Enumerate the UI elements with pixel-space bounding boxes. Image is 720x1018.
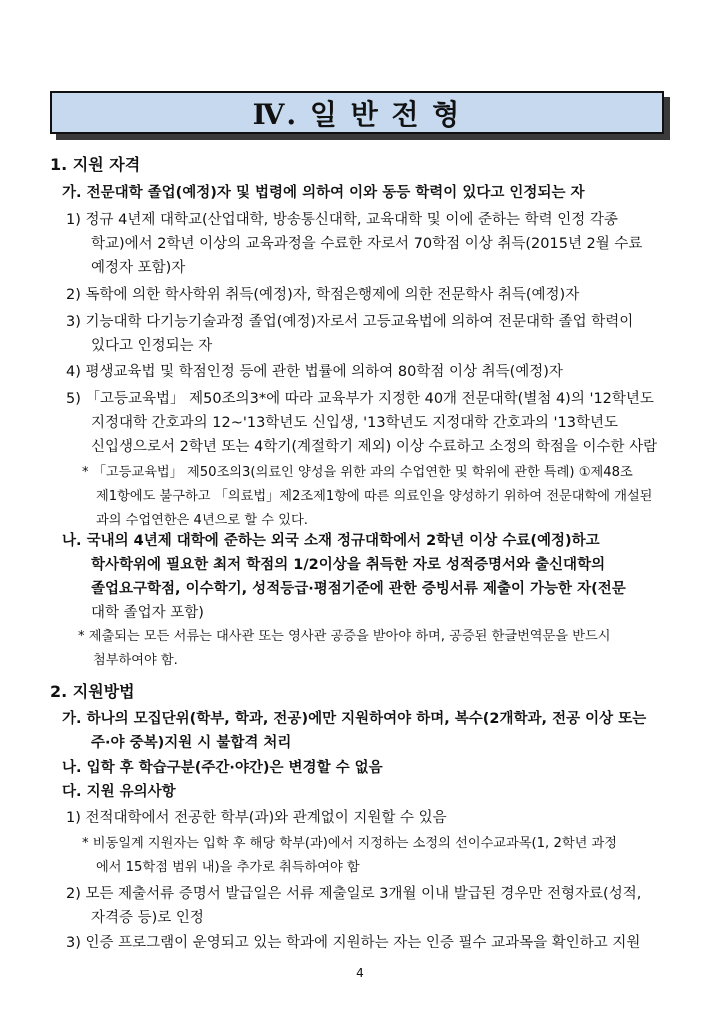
item-1: 1) 정규 4년제 대학교(산업대학, 방송통신대학, 교육대학 및 이에 준하는 학력 인정 각종: [66, 212, 618, 228]
note-medical-law-cont-1: 제1항에도 불구하고 「의료법」제2조제1항에 따른 의료인을 양성하기 위하여 전문대학에 개설된: [96, 489, 653, 504]
note-medical-law: * 「고등교육법」 제50조의3(의료인 양성을 위한 과의 수업연한 및 학위에 관한 특례) ①제48조: [82, 465, 633, 480]
note-medical-law-cont-2: 과의 수업연한은 4년으로 할 수 있다.: [96, 513, 308, 528]
item-3-cont: 있다고 인정되는 자: [91, 338, 213, 354]
item-2: 2) 독학에 의한 학사학위 취득(예정)자, 학점은행제에 의한 전문학사 취득(예정)자: [66, 287, 580, 303]
method-ga-cont: 주·야 중복)지원 시 불합격 처리: [91, 735, 292, 751]
item-4: 4) 평생교육법 및 학점인정 등에 관한 법률에 의하여 80학점 이상 취득(예정)자: [66, 364, 563, 380]
method-ga: 가. 하나의 모집단위(학부, 학과, 전공)에만 지원하여야 하며, 복수(2개학과, 전공 이상 또는: [62, 711, 647, 727]
note-notarization: * 제출되는 모든 서류는 대사관 또는 영사관 공증을 받아야 하며, 공증된 한글번역문을 반드시: [78, 629, 611, 644]
subheading-na-cont-1: 학사학위에 필요한 최저 학점의 1/2이상을 취득한 자로 성적증명서와 출신대학의: [91, 557, 606, 573]
section-heading-method: 2. 지원방법: [50, 682, 135, 701]
item-1-cont-2: 예정자 포함)자: [91, 260, 186, 276]
section-title: Ⅳ. 일 반 전 형: [50, 91, 664, 134]
method-item-2-cont: 자격증 등)로 인정: [91, 910, 204, 926]
method-item-1: 1) 전적대학에서 전공한 학부(과)와 관계없이 지원할 수 있음: [66, 810, 447, 826]
subheading-na-cont-2: 졸업요구학점, 이수학기, 성적등급·평점기준에 관한 증빙서류 제출이 가능한 자(전문: [91, 581, 626, 597]
note-notarization-cont: 첨부하여야 함.: [93, 653, 178, 668]
method-na: 나. 입학 후 학습구분(주간·야간)은 변경할 수 없음: [62, 760, 383, 776]
subheading-ga: 가. 전문대학 졸업(예정)자 및 법령에 의하여 이와 동등 학력이 있다고 인정되는 자: [62, 185, 585, 201]
subheading-na-cont-3: 대학 졸업자 포함): [91, 605, 204, 621]
subheading-na: 나. 국내의 4년제 대학에 준하는 외국 소재 정규대학에서 2학년 이상 수료(예정)하고: [62, 533, 600, 549]
method-item-2: 2) 모든 제출서류 증명서 발급일은 서류 제출일로 3개월 이내 발급된 경우만 전형자료(성적,: [66, 886, 642, 902]
note-prerequisite: * 비동일계 지원자는 입학 후 해당 학부(과)에서 지정하는 소정의 선이수교과목(1, 2학년 과정: [82, 836, 617, 851]
note-prerequisite-cont: 에서 15학점 범위 내)을 추가로 취득하여야 함: [96, 860, 360, 875]
section-heading-qualification: 1. 지원 자격: [50, 155, 141, 174]
item-5: 5) 「고등교육법」 제50조의3*에 따라 교육부가 지정한 40개 전문대학(별첨 4)의 '12학년도: [66, 391, 654, 407]
item-5-cont-1: 지정대학 간호과의 12~'13학년도 신입생, '13학년도 지정대학 간호과의 '13학년도: [91, 415, 618, 431]
method-da: 다. 지원 유의사항: [62, 784, 176, 800]
item-1-cont-1: 학교)에서 2학년 이상의 교육과정을 수료한 자로서 70학점 이상 취득(2015년 2월 수료: [91, 236, 643, 252]
item-5-cont-2: 신입생으로서 2학년 또는 4학기(계절학기 제외) 이상 수료하고 소정의 학점을 이수한 사람: [91, 439, 658, 455]
item-3: 3) 기능대학 다기능기술과정 졸업(예정)자로서 고등교육법에 의하여 전문대학 졸업 학력이: [66, 314, 634, 330]
method-item-3: 3) 인증 프로그램이 운영되고 있는 학과에 지원하는 자는 인증 필수 교과목을 확인하고 지원: [66, 935, 641, 951]
page-number: 4: [356, 966, 364, 980]
